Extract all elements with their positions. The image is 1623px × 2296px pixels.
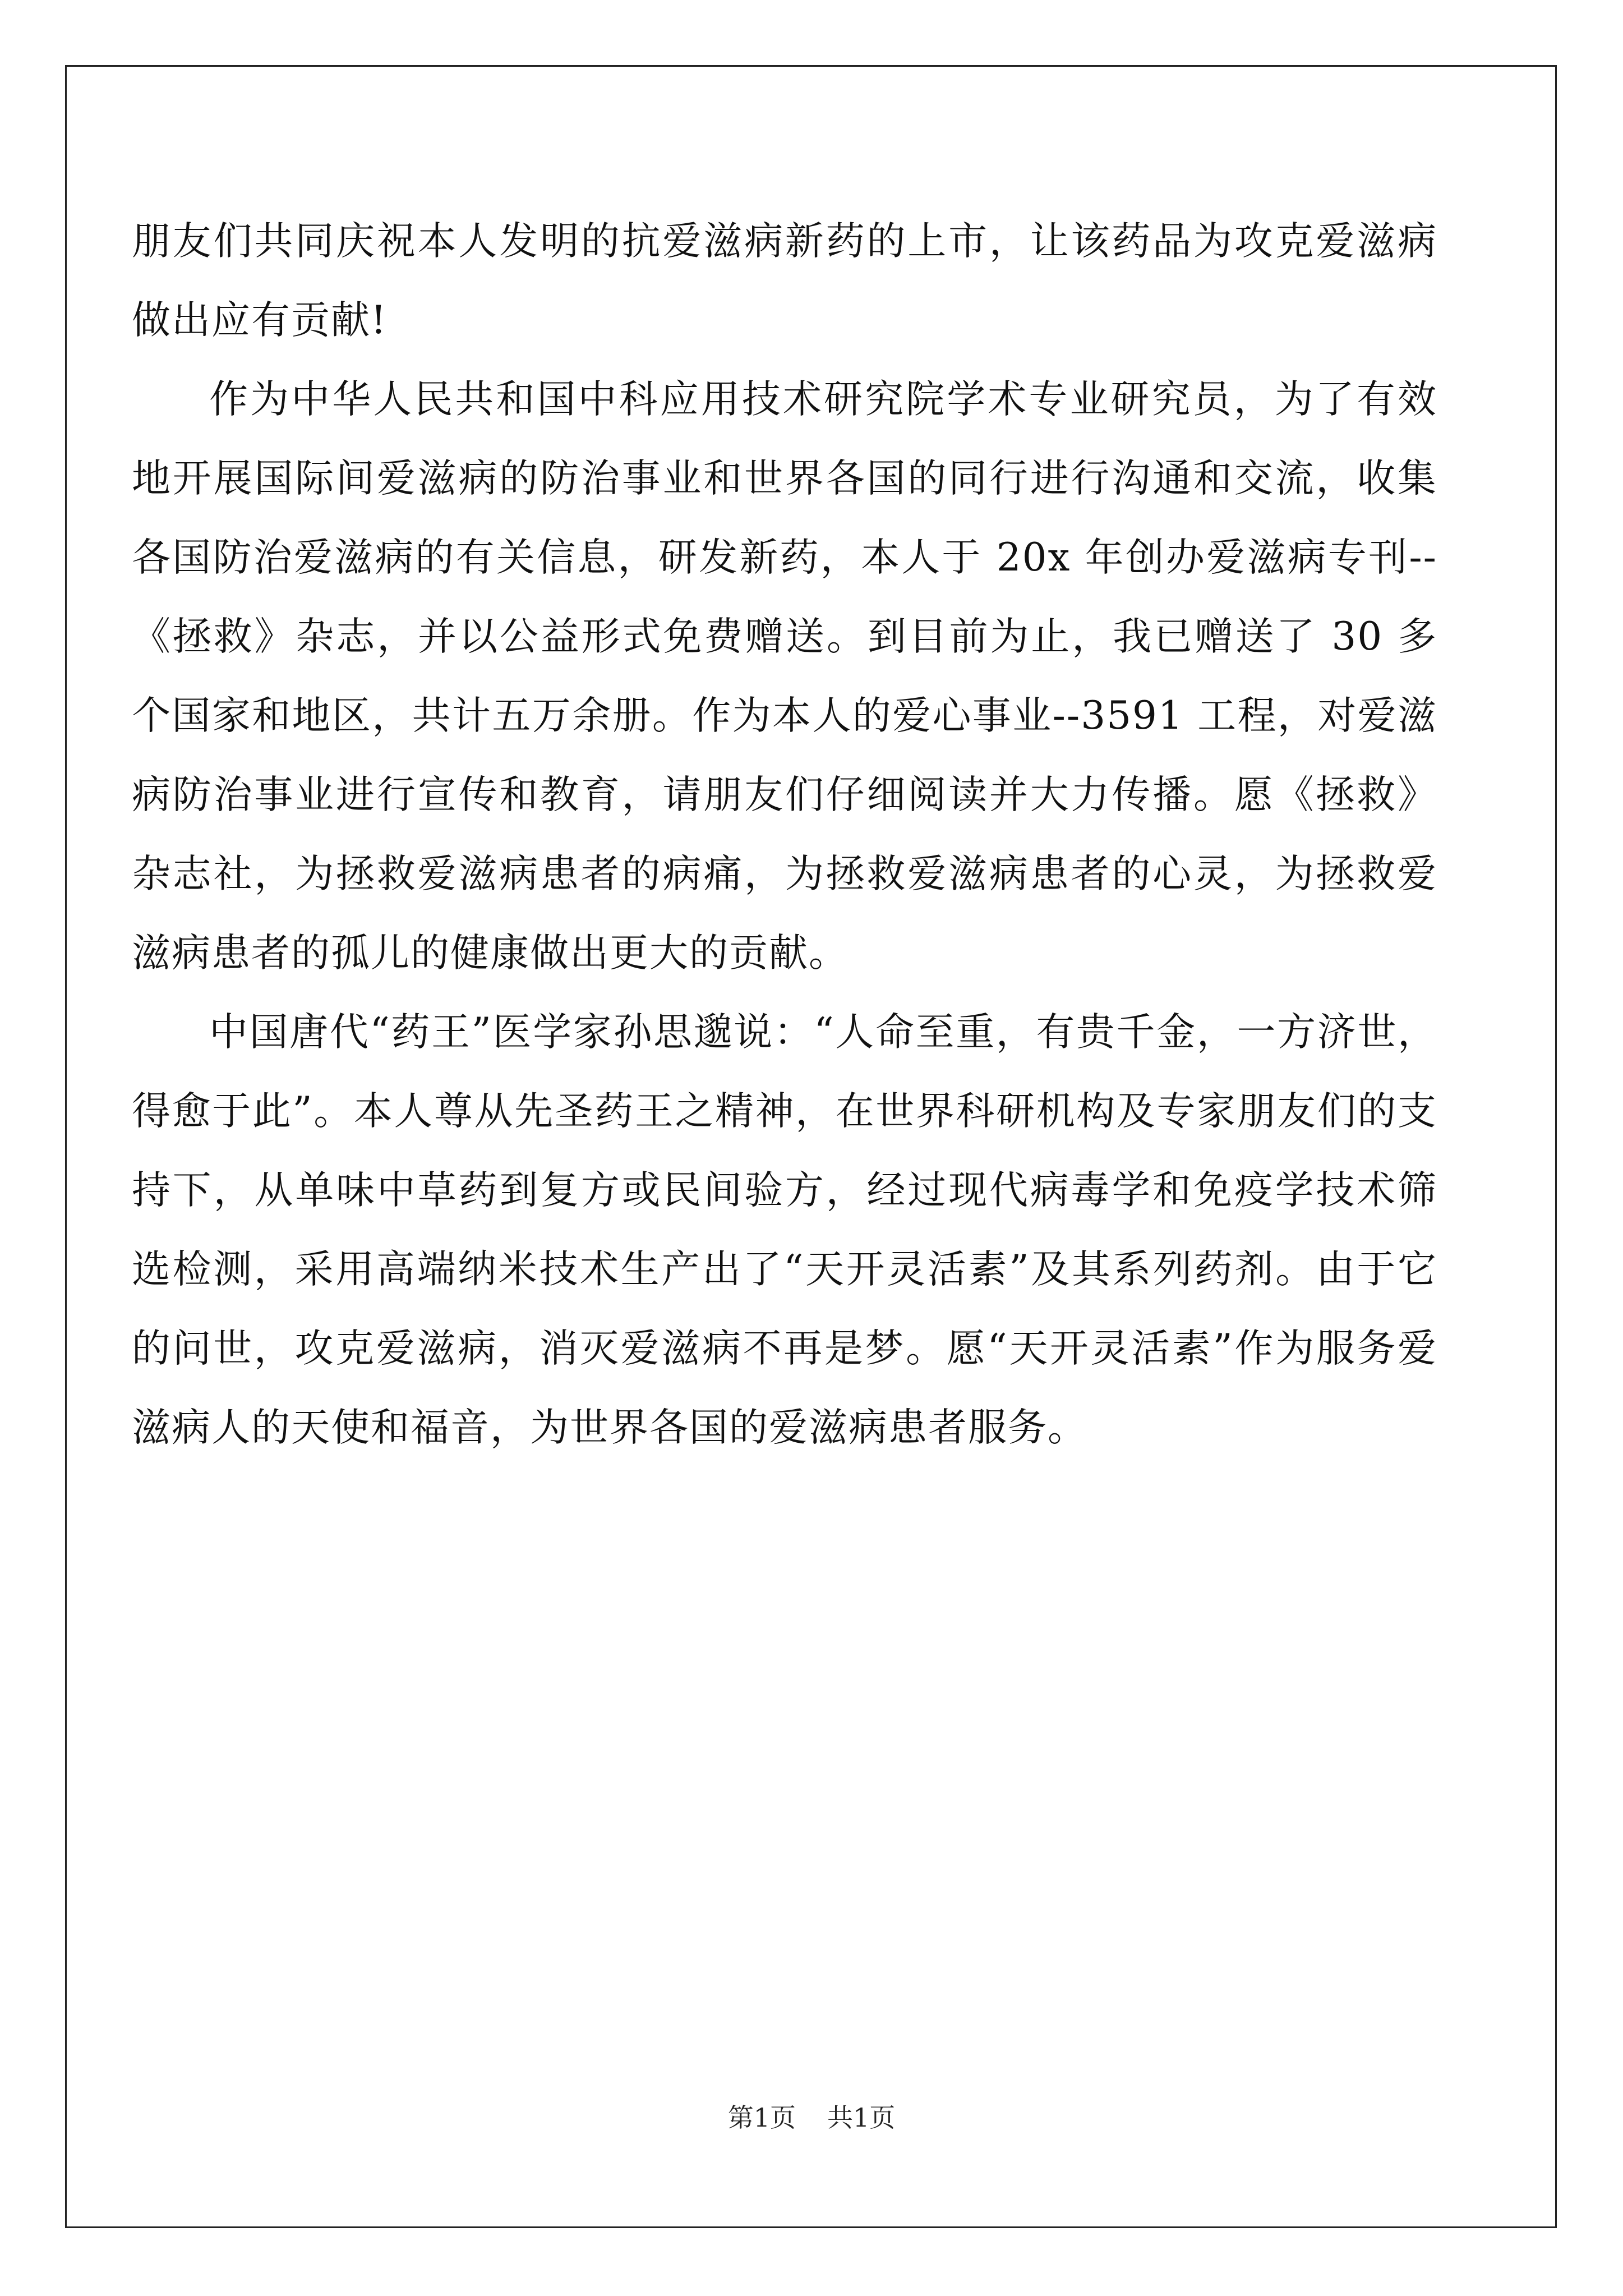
paragraph-research-journal: 作为中华人民共和国中科应用技术研究院学术专业研究员，为了有效地开展国际间爱滋病的防治事业和世界各国的同行进行沟通和交流，收集各国防治爱滋病的有关信息，研发新药，本人于 20x 年创办爱滋病专刊--《拯救》杂志，并以公益形式免费赠送。到目前为止，我已赠送了 30 多个国家和地区，共计五万余册。作为本人的爱心事业--3591 工程，对爱滋病防治事业进行宣传和教育，请朋友们仔细阅读并大力传播。愿《拯救》杂志社，为拯救爱滋病患者的病痛，为拯救爱滋病患者的心灵，为拯救爱滋病患者的孤儿的健康做出更大的贡献。 — [132, 377, 1437, 976]
paragraph-continuation: 朋友们共同庆祝本人发明的抗爱滋病新药的上市，让该药品为攻克爱滋病做出应有贡献! — [132, 219, 1437, 343]
page-number: 第1页 — [727, 2102, 796, 2133]
page-footer — [0, 2101, 1623, 2134]
document-body — [132, 202, 1437, 1467]
page-count: 共1页 — [827, 2102, 896, 2133]
paragraph-yaowang-medicine: 中国唐代“药王”医学家孙思邈说：“人命至重，有贵千金，一方济世，得愈于此”。本人尊从先圣药王之精神，在世界科研机构及专家朋友们的支持下，从单味中草药到复方或民间验方，经过现代病毒学和免疫学技术筛选检测，采用高端纳米技术生产出了“天开灵活素”及其系列药剂。由于它的问世，攻克爱滋病，消灭爱滋病不再是梦。愿“天开灵活素”作为服务爱滋病人的天使和福音，为世界各国的爱滋病患者服务。 — [132, 1010, 1437, 1450]
